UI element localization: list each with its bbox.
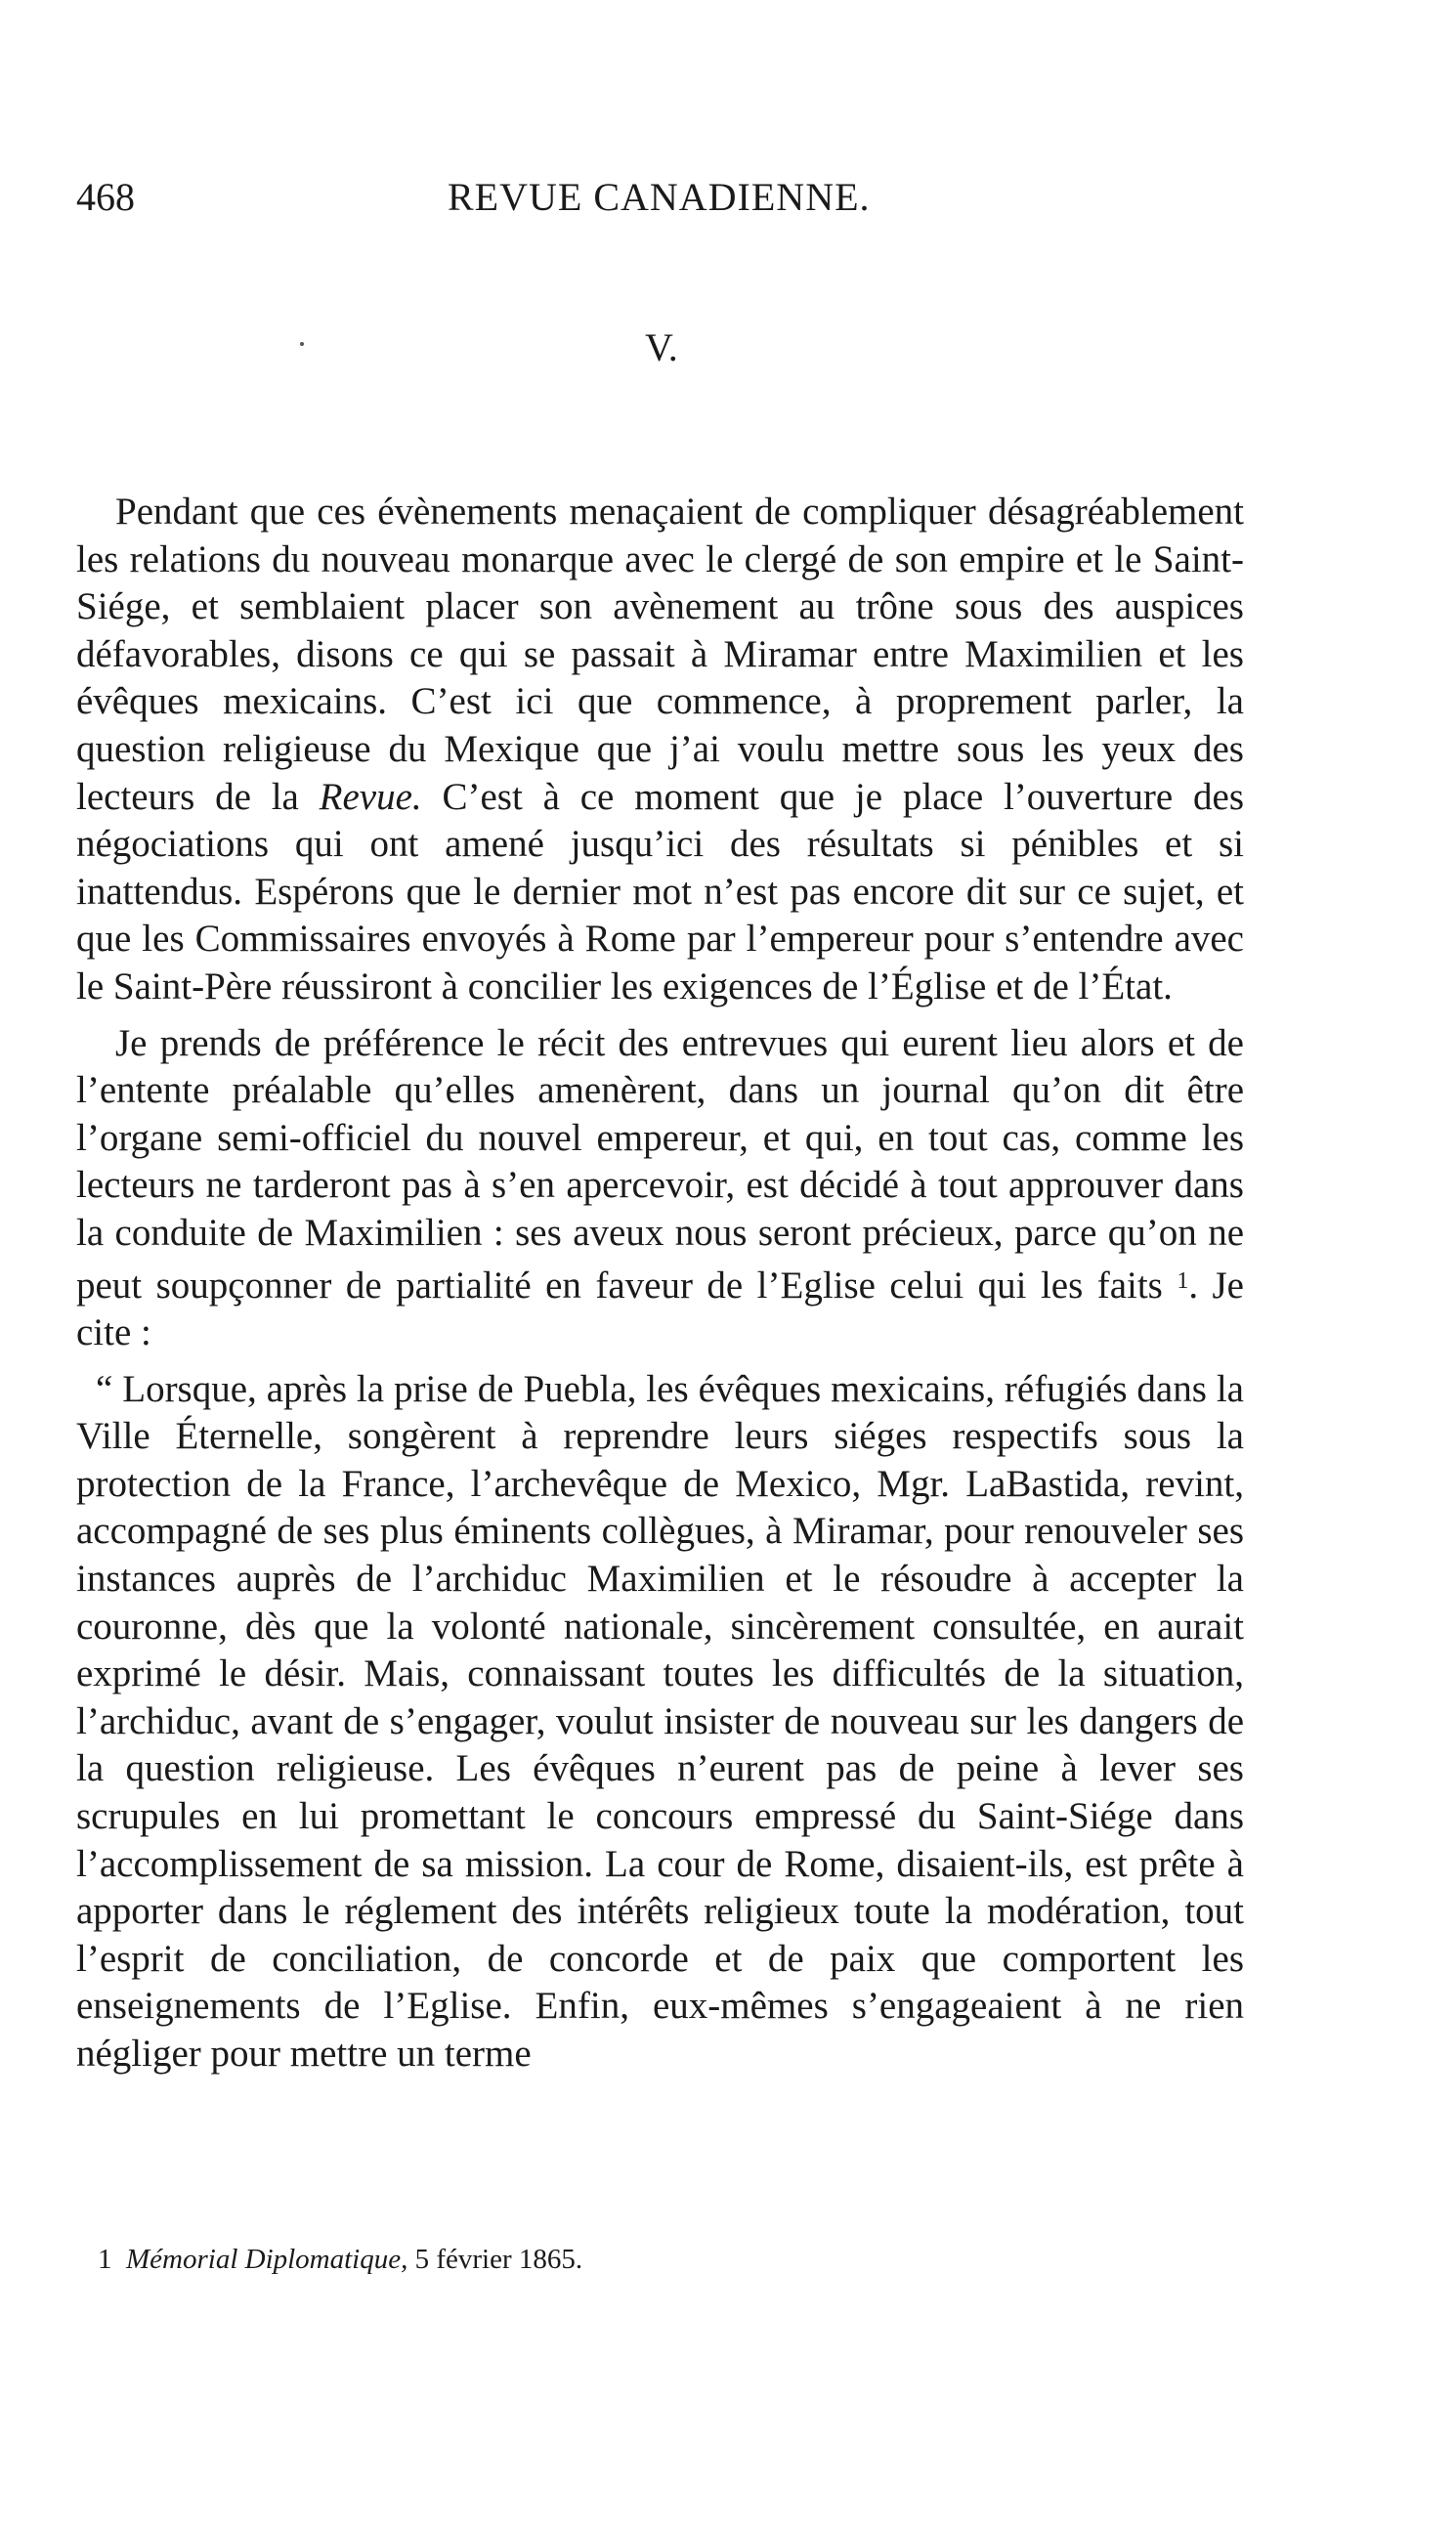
revue-italic: Revue. (319, 775, 422, 818)
journal-title: REVUE CANADIENNE. (448, 175, 871, 219)
running-head (76, 174, 1249, 223)
footnote-source: Mémorial Diplomatique, (126, 2244, 408, 2275)
paragraph-1 (76, 489, 1244, 1011)
page-number: 468 (76, 175, 135, 219)
paragraph-2 (76, 1020, 1244, 1357)
paragraph-2-text: Je prends de préférence le récit des entrevues qui eurent lieu alors et de l’entente préalable qu’elles amenèrent, dans un journal qu’on dit être l’organe semi-officiel du nouvel empereur, et qui, en tout cas, comme les lecteurs ne tarderont pas à s’en apercevoir, est décidé à tout approuver dans la conduite de Maximilien : ses aveux nous seront précieux, parce qu’on ne peut soupçonner de partialité en faveur de l’Eglise celui qui les faits (76, 1021, 1244, 1307)
footnote-date: 5 février 1865. (414, 2244, 583, 2275)
footnote-number: 1 (98, 2244, 112, 2275)
section-number: V. (645, 325, 678, 369)
paragraph-1-text: Pendant que ces évènements menaçaient de compliquer désagréablement les relations du nouveau monarque avec le clergé de son empire et le Saint-Siége, et semblaient placer son avènement au trône sous des auspices défavorables, disons ce qui se passait à Miramar entre Maximilien et les évêques mexicains. C’est ici que commence, à proprement parler, la question religieuse du Mexique que j’ai voulu mettre sous les yeux des lecteurs de la (76, 491, 1244, 818)
body-text (76, 489, 1244, 2079)
paragraph-2-tail: . Je cite : (76, 1264, 1244, 1354)
footnote-reference: 1 (1177, 1267, 1189, 1294)
quoted-paragraph-text: “ Lorsque, après la prise de Puebla, les évêques mexicains, réfugiés dans la Ville Éternelle, songèrent à reprendre leurs siéges respectifs sous la protection de la France, l’archevêque de Mexico, Mgr. LaBastida, revint, accompagné de ses plus éminents collègues, à Miramar, pour renouveler ses instances auprès de l’archiduc Maximilien et le résoudre à accepter la couronne, dès que la volonté nationale, sincèrement consultée, en aurait exprimé le désir. Mais, connaissant toutes les difficultés de la situation, l’archiduc, avant de s’engager, voulut insister de nouveau sur les dangers de la question religieuse. Les évêques n’eurent pas de peine à lever ses scrupules en lui promettant le concours empressé du Saint-Siége dans l’accomplissement de sa mission. La cour de Rome, disaient-ils, est prête à apporter dans le réglement des intérêts religieux toute la modération, tout l’esprit de conciliation, de concorde et de paix que comportent les enseignements de l’Eglise. Enfin, eux-mêmes s’engageaient à ne rien négliger pour mettre un terme (76, 1367, 1244, 2075)
footnote (98, 2242, 1221, 2277)
printing-speck (300, 342, 304, 346)
quoted-paragraph (76, 1366, 1244, 2079)
paragraph-1-tail: C’est à ce moment que je place l’ouverture des négociations qui ont amené jusqu’ici des résultats si pénibles et si inattendus. Espérons que le dernier mot n’est pas encore dit sur ce sujet, et que les Commissaires envoyés à Rome par l’empereur pour s’entendre avec le Saint-Père réussiront à concilier les exigences de l’Église et de l’État. (76, 775, 1244, 1007)
